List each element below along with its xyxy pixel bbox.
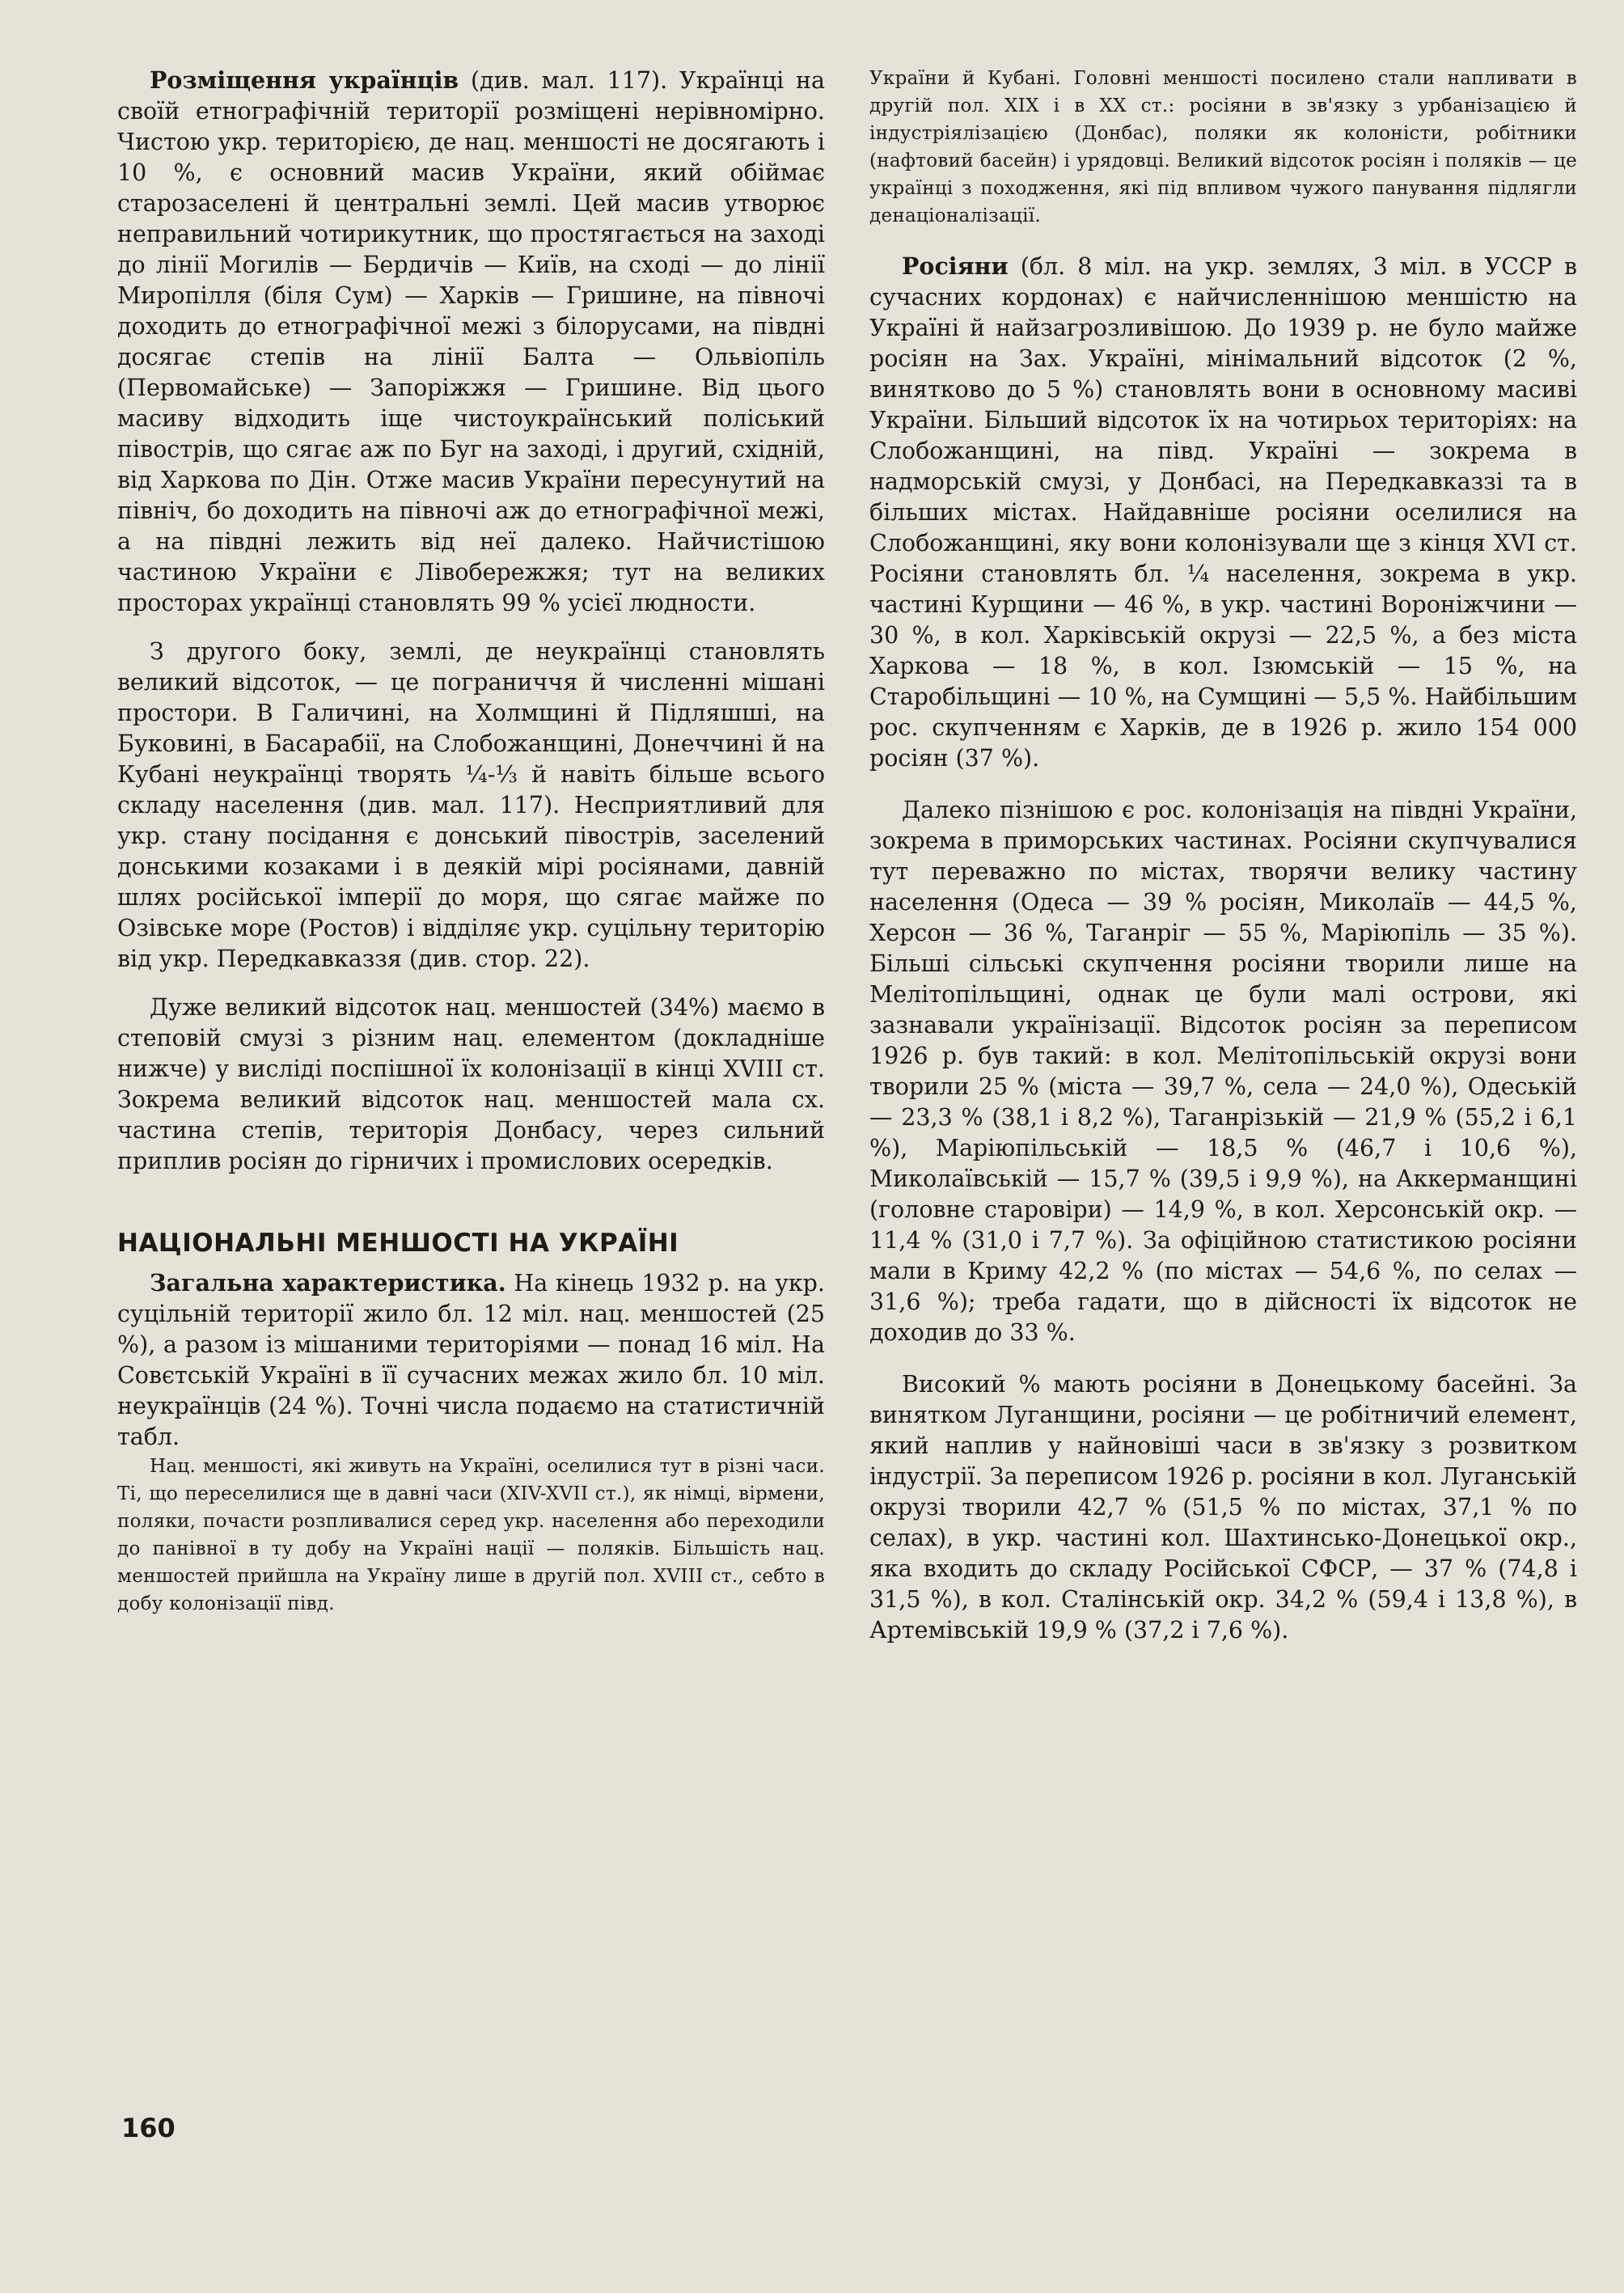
left-column [117,65,825,1618]
run-in-heading: Загальна характеристика. [150,1269,506,1297]
run-in-heading: Розміщення українців [150,66,459,94]
right-column [869,65,1577,1646]
paragraph-small-print-continued: України й Кубані. Головні меншості посилено стали напливати в другій пол. XIX і в XX ст.: росіяни в зв'язку з урбанізацією й індустріялізацією (Донбас), поляки як колоністи, робітники (нафтовий басейн) і урядовці. Великий відсоток росіян і поляків — це українці з походження, які під впливом чужого панування підлягли денаціоналізації. [869,68,1577,226]
paragraph-border-regions: З другого боку, землі, де неукраїнці становлять великий відсоток, — це пограниччя й численні мішані простори. В Галичині, на Холмщині й Підляшші, на Буковині, в Басарабії, на Слобожанщині, Донеччині й на Кубані неукраїнці творять ¼-⅓ й навіть більше всього складу населення (див. мал. 117). Несприятливий для укр. стану посідання є донський півострів, заселений донськими козаками і в деякій мірі росіянами, давній шлях російської імперії до моря, що сягає майже по Озівське море (Ростов) і відділяє укр. суцільну територію від укр. Передкавказзя (див. стор. 22). [117,638,825,972]
section-title: НАЦІОНАЛЬНІ МЕНШОСТІ НА УКРАЇНІ [117,1229,679,1258]
paragraph-donets-basin: Високий % мають росіяни в Донецькому басейні. За винятком Луганщини, росіяни — це робітничий елемент, який наплив у найновіші часи в зв'язку з розвитком індустрії. За переписом 1926 р. росіяни в кол. Луганській окрузі творили 42,7 % (51,5 % по містах, 37,1 % по селах), в укр. частині кол. Шахтинсько-Донецької окр., яка входить до складу Російської СФСР, — 37 % (74,8 і 31,5 %), в кол. Сталінській окр. 34,2 % (59,4 і 13,8 %), в Артемівській 19,9 % (37,2 і 7,6 %). [869,1371,1577,1644]
paragraph-text: (бл. 8 міл. на укр. землях, 3 міл. в УССР в сучасних кордонах) є найчисленнішою меншістю на Україні й найзагрозливішою. До 1939 р. не було майже росіян на Зах. Україні, мінімальний відсоток (2 %, винятково до 5 %) становлять вони в основному масиві України. Більший відсоток їх на чотирьох територіях: на Слобожанщині, на півд. Україні — зокрема в надморській смузі, у Донбасі, на Передкавказзі та в більших містах. Найдавніше росіяни оселилися на Слобожанщині, яку вони колонізували ще з кінця XVI ст. Росіяни становлять бл. ¼ населення, зокрема в укр. частині Курщини — 46 %, в укр. частині Вороніжчини — 30 %, в кол. Харківській окрузі — 22,5 %, а без міста Харкова — 18 %, в кол. Ізюмській — 15 %, на Старобільщині — 10 %, на Сумщині — 5,5 %. Найбільшим рос. скупченням є Харків, де в 1926 р. жило 154 000 росіян (37 %). [869,253,1577,772]
paragraph-text: На кінець 1932 р. на укр. суцільній території жило бл. 12 міл. нац. меншостей (25 %), а разом із мішаними територіями — понад 16 міл. На Совєтській Україні в її сучасних межах жило бл. 10 міл. неукраїнців (24 %). Точні числа подаємо на статистичній табл. [117,1270,825,1450]
page-number: 160 [121,2113,176,2143]
paragraph-small-print: Нац. меншості, які живуть на Україні, оселилися тут в різні часи. Ті, що переселилися ще в давні часи (XIV-XVII ст.), як німці, вірмени, поляки, почасти розпливалися серед укр. населення або переходили до панівної в ту добу на Україні нації — поляків. Більшість нац. меншостей прийшла на Україну лише в другій пол. XVIII ст., себто в добу колонізації півд. [117,1456,825,1614]
run-in-heading: Росіяни [902,252,1009,280]
paragraph-ukrainian-settlement [117,65,825,619]
paragraph-russians [869,251,1577,774]
paragraph-general-characteristics [117,1267,825,1453]
paragraph-steppe-minorities: Дуже великий відсоток нац. меншостей (34%) маємо в степовій смузі з різним нац. елементом (докладніше нижче) у висліді поспішної їх колонізації в кінці XVIII ст. Зокрема великий відсоток нац. меншостей мала сх. частина степів, територія Донбасу, через сильний приплив росіян до гірничих і промислових осередків. [117,994,825,1174]
paragraph-text: (див. мал. 117). Українці на своїй етнографічній території розміщені нерівномірно. Чистою укр. територією, де нац. меншості не досягають і 10 %, є основний масив України, який обіймає старозаселені й центральні землі. Цей масив утворює неправильний чотирикутник, що простягається на заході до лінії Могилів — Бердичів — Київ, на сході — до лінії Миропілля (біля Сум) — Харків — Гришине, на півночі доходить до етнографічної межі з білорусами, на півдні досягає степів на лінії Балта — Ольвіопіль (Первомайське) — Запоріжжя — Гришине. Від цього масиву відходить іще чистоукраїнський поліський півострів, що сягає аж по Буг на заході, і другий, східній, від Харкова по Дін. Отже масив України пересунутий на північ, бо доходить на півночі аж до етнографічної межі, а на півдні лежить від неї далеко. Найчистішою частиною України є Лівобережжя; тут на великих просторах українці становлять 99 % усієї людности. [117,67,825,616]
paragraph-south-colonization: Далеко пізнішою є рос. колонізація на півдні України, зокрема в приморських частинах. Росіяни скупчувалися тут переважно по містах, творячи велику частину населення (Одеса — 39 % росіян, Миколаїв — 44,5 %, Херсон — 36 %, Таганріг — 55 %, Маріюпіль — 35 %). Більші сільські скупчення росіяни творили лише на Мелітопільщині, однак це були малі острови, які зазнавали українізації. Відсоток росіян за переписом 1926 р. був такий: в кол. Мелітопільській окрузі вони творили 25 % (міста — 39,7 %, села — 24,0 %), Одеській — 23,3 % (38,1 і 8,2 %), Таганрізькій — 21,9 % (55,2 і 6,1 %), Маріюпільській — 18,5 % (46,7 і 10,6 %), Миколаївській — 15,7 % (39,5 і 9,9 %), на Аккерманщині (головне старовіри) — 14,9 %, в кол. Херсонській окр. — 11,4 % (31,0 і 7,7 %). За офіційною статистикою росіяни мали в Криму 42,2 % (по містах — 54,6 %, по селах — 31,6 %); треба гадати, що в дійсності їх відсоток не доходив до 33 %. [869,797,1577,1346]
